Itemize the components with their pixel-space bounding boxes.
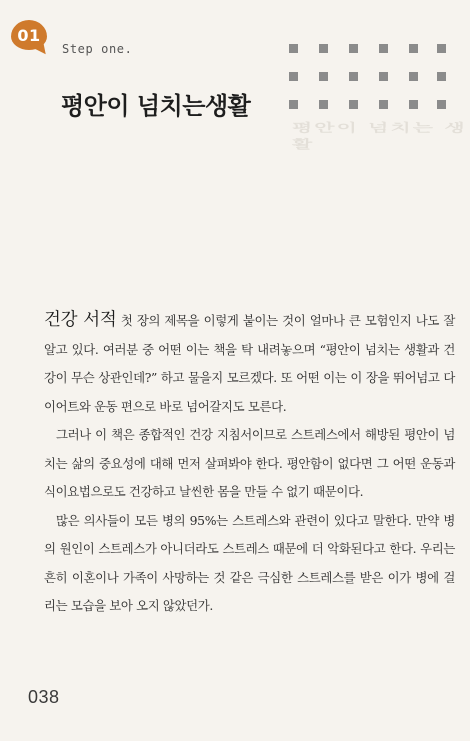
dot (379, 72, 388, 81)
step-label: Step one. (62, 42, 133, 56)
bleed-through-text: 평안이 넘치는 생활 (292, 121, 467, 151)
dot (409, 44, 418, 53)
dot (349, 44, 358, 53)
paragraph-3: 많은 의사들이 모든 병의 95%는 스트레스와 관련이 있다고 말한다. 만약 병의 원인이 스트레스가 아니더라도 스트레스 때문에 더 악화된다고 한다. 우리는 흔히 이혼이나 가족이 사망하는 것 같은 극심한 스트레스를 받은 이가 병에 걸리는 모습을 보아 오지 않았던가. (44, 512, 455, 613)
dot (319, 44, 328, 53)
dot (379, 100, 388, 109)
dot (289, 100, 298, 109)
dot (349, 72, 358, 81)
dot (319, 100, 328, 109)
dot (349, 100, 358, 109)
chapter-badge (11, 20, 47, 50)
chapter-title: 평안이 넘치는생활 (61, 92, 251, 120)
dot (319, 72, 328, 81)
dot (409, 72, 418, 81)
paragraph-1-text: 첫 장의 제목을 이렇게 붙이는 것이 얼마나 큰 모험인지 나도 잘 알고 있다. 여러분 중 어떤 이는 책을 탁 내려놓으며 “평안이 넘치는 생활과 건강이 무슨 상관인데?” 하고 물을지 모르겠다. 또 어떤 이는 이 장을 뛰어넘고 다이어트와 운동 편으로 바로 넘어갈지도 모른다. (44, 313, 455, 414)
paragraph-1 (44, 306, 455, 421)
dot (289, 44, 298, 53)
dot (437, 72, 446, 81)
dot (437, 44, 446, 53)
dot (409, 100, 418, 109)
dot (379, 44, 388, 53)
lead-phrase: 건강 서적 (44, 310, 117, 330)
dot (289, 72, 298, 81)
paragraph-2: 그러나 이 책은 종합적인 건강 지침서이므로 스트레스에서 해방된 평안이 넘치는 삶의 중요성에 대해 먼저 살펴봐야 한다. 평안함이 없다면 그 어떤 운동과 식이요법으로도 건강하고 날씬한 몸을 만들 수 없기 때문이다. (44, 427, 455, 499)
body-text (44, 306, 455, 621)
page-number: 038 (28, 687, 60, 707)
dot (437, 100, 446, 109)
chapter-number: 01 (17, 25, 41, 45)
decorative-dot-grid (289, 44, 449, 120)
